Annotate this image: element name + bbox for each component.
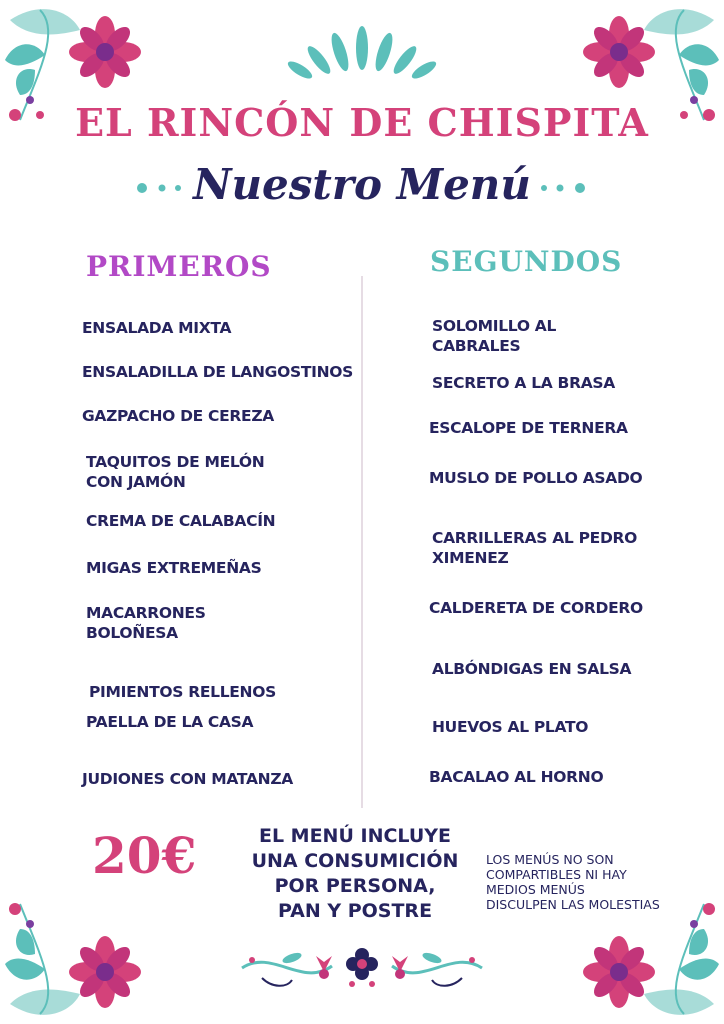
menu-item: CREMA DE CALABACÍN [86,512,276,530]
menu-item: GAZPACHO DE CEREZA [82,407,274,425]
segundos-heading: SEGUNDOS [430,245,623,278]
menu-item: SOLOMILLO AL CABRALES [432,317,557,355]
flower-corner-bottom-left-icon [0,880,150,1024]
menu-item: CARRILLERAS AL PEDRO XIMENEZ [432,529,638,567]
column-divider [361,276,363,808]
menu-item: PAELLA DE LA CASA [86,713,254,731]
menu-includes: EL MENÚ INCLUYE UNA CONSUMICIÓN POR PERSONA, PAN Y POSTRE [251,825,459,922]
menu-item: PIMIENTOS RELLENOS [89,683,276,701]
menu-note: LOS MENÚS NO SON COMPARTIBLES NI HAY MEDIOS MENÚS DISCULPEN LAS MOLESTIAS [486,852,660,912]
menu-item: HUEVOS AL PLATO [432,718,589,736]
menu-price: 20€ [92,826,197,885]
menu-item: SECRETO A LA BRASA [432,374,615,392]
menu-item: TAQUITOS DE MELÓN CON JAMÓN [86,453,265,491]
menu-item: MACARRONES BOLOÑESA [86,604,206,642]
menu-item: CALDERETA DE CORDERO [429,599,643,617]
floral-garland-icon [232,938,492,994]
menu-item: ENSALADILLA DE LANGOSTINOS [82,363,353,381]
menu-item: MIGAS EXTREMEÑAS [86,559,262,577]
menu-item: MUSLO DE POLLO ASADO [429,469,643,487]
menu-item: ESCALOPE DE TERNERA [429,419,628,437]
menu-item: JUDIONES CON MATANZA [82,770,293,788]
menu-item: BACALAO AL HORNO [429,768,604,786]
restaurant-name: EL RINCÓN DE CHISPITA [75,100,649,145]
menu-item: ALBÓNDIGAS EN SALSA [432,660,632,678]
menu-subtitle: Nuestro Menú [193,160,531,209]
menu-item: ENSALADA MIXTA [82,319,232,337]
primeros-heading: PRIMEROS [86,250,272,283]
sunburst-ornament-icon [272,26,452,86]
